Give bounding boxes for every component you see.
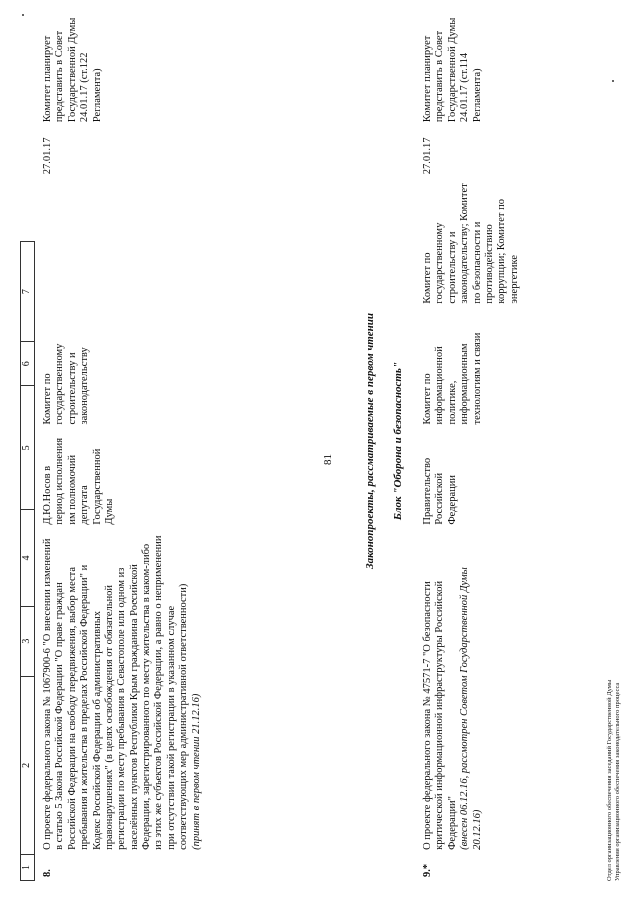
responsible-committee: Комитет по информационной политике, информационным технологиям и связи — [422, 332, 483, 425]
bill-title-cell — [420, 529, 523, 854]
column-header: 5 — [21, 386, 35, 510]
bill-note: (принят в первом чтении 21.12.16) — [190, 693, 202, 850]
column-header: 3 — [21, 606, 35, 676]
bill-title-cell — [40, 529, 205, 854]
footer — [606, 381, 622, 881]
table-header-row — [21, 242, 35, 881]
remark: Комитет планирует представить в Совет Государственной Думы 24.01.17 (ст.122 Регламента) — [42, 17, 103, 123]
bill-note: (внесен 06.12.16, рассмотрен Советом Государственной Думы 20.12.16) — [459, 567, 483, 850]
footer-line: Управления организационного обеспечения законодательного процесса — [614, 682, 622, 881]
row-number: 8. — [42, 869, 53, 877]
review-date: 27.01.17 — [42, 137, 53, 175]
section-heading: Законопроекты, рассматриваемые в первом чтении — [364, 313, 376, 569]
bill-author: Д.Ю.Носов в период исполнения им полномочий депутата Государственной Думы — [42, 437, 115, 525]
table-row — [420, 1, 523, 881]
review-date: 27.01.17 — [422, 137, 433, 175]
bill-author: Правительство Российской Федерации — [422, 457, 458, 525]
remark: Комитет планирует представить в Совет Государственной Думы 24.01.17 (ст.114 Регламента) — [422, 17, 483, 123]
row-number: 9.* — [422, 863, 433, 877]
agenda-table — [20, 241, 35, 881]
co-committees: Комитет по государственному строительству и законодательству; Комитет по безопасности и противодействию коррупции; Комитет по энергетике — [422, 183, 520, 304]
table-row — [40, 1, 205, 881]
column-header: 1 — [21, 854, 35, 880]
column-header: 2 — [21, 676, 35, 854]
bill-title: О проекте федерального закона № 47571-7 "О безопасности критической информационной инфраструктуры Российской Федерации" — [422, 580, 458, 850]
responsible-committee: Комитет по государственному строительству и законодательству — [42, 343, 91, 425]
bill-title: О проекте федерального закона № 1067900-6 "О внесении изменений в статью 5 Закона Российской Федерации "О праве граждан Российской Федерации на свободу передвижения, выбор места пребывания и жительства в пределах Российской Федерации" и Кодекс Российской Федерации об административных правонарушениях" (в целях освобождения от обязательной регистрации по месту пребывания в Севастополе или одном из населённых пунктов Республики Крым гражданина Российской Федерации, зарегистрированного по месту жительства в каком-либо из этих же субъектов Российской Федерации, а равно о неприменении при отсутствии такой регистрации в указанном случае соответствующих мер административной ответственности) — [42, 535, 190, 850]
column-header: 7 — [21, 242, 35, 342]
footer-line: Отдел организационного обеспечения заседаний Государственной Думы — [606, 679, 613, 881]
page-number: 81 — [322, 454, 334, 465]
block-heading: Блок "Оборона и безопасность" — [392, 361, 404, 521]
column-header: 6 — [21, 342, 35, 386]
co-committees — [40, 178, 205, 307]
column-header: 4 — [21, 510, 35, 606]
